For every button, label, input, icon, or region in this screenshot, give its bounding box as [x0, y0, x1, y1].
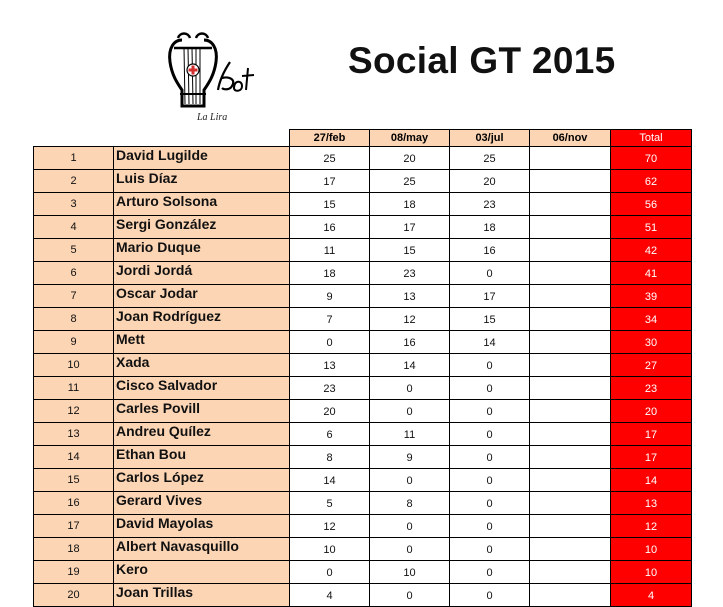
score-cell: 17 — [450, 285, 530, 308]
player-name-cell: Xada — [114, 354, 290, 377]
player-name-cell: Carles Povill — [114, 400, 290, 423]
score-cell: 4 — [290, 584, 370, 607]
score-cell — [530, 308, 611, 331]
header-blank-cell — [34, 130, 114, 147]
score-cell — [530, 262, 611, 285]
player-name-cell: Carlos López — [114, 469, 290, 492]
table-row — [34, 170, 692, 193]
score-cell: 25 — [370, 170, 450, 193]
score-cell: 10 — [370, 561, 450, 584]
score-cell: 0 — [450, 584, 530, 607]
total-cell: 41 — [611, 262, 692, 285]
score-cell: 14 — [450, 331, 530, 354]
score-cell: 0 — [450, 446, 530, 469]
score-cell — [530, 170, 611, 193]
score-cell: 16 — [290, 216, 370, 239]
total-cell: 39 — [611, 285, 692, 308]
score-cell: 5 — [290, 492, 370, 515]
player-name-cell: David Lugilde — [114, 147, 290, 170]
table-row — [34, 377, 692, 400]
player-name-cell: Kero — [114, 561, 290, 584]
position-cell: 9 — [34, 331, 114, 354]
header-blank-cell — [114, 130, 290, 147]
score-cell: 17 — [290, 170, 370, 193]
total-cell: 42 — [611, 239, 692, 262]
score-cell: 20 — [290, 400, 370, 423]
total-cell: 4 — [611, 584, 692, 607]
score-cell: 23 — [290, 377, 370, 400]
table-row — [34, 147, 692, 170]
score-cell: 13 — [290, 354, 370, 377]
total-cell: 30 — [611, 331, 692, 354]
score-cell: 18 — [370, 193, 450, 216]
player-name-cell: Gerard Vives — [114, 492, 290, 515]
position-cell: 1 — [34, 147, 114, 170]
score-cell — [530, 216, 611, 239]
score-cell — [530, 538, 611, 561]
score-cell: 9 — [370, 446, 450, 469]
position-cell: 17 — [34, 515, 114, 538]
score-cell: 10 — [290, 538, 370, 561]
position-cell: 16 — [34, 492, 114, 515]
table-row — [34, 561, 692, 584]
total-cell: 10 — [611, 561, 692, 584]
total-cell: 20 — [611, 400, 692, 423]
total-cell: 17 — [611, 423, 692, 446]
column-header-date: 08/may — [370, 130, 450, 147]
total-cell: 70 — [611, 147, 692, 170]
player-name-cell: Cisco Salvador — [114, 377, 290, 400]
position-cell: 6 — [34, 262, 114, 285]
table-row — [34, 308, 692, 331]
table-row — [34, 331, 692, 354]
score-cell: 0 — [450, 561, 530, 584]
table-row — [34, 262, 692, 285]
player-name-cell: Luis Díaz — [114, 170, 290, 193]
score-cell: 11 — [370, 423, 450, 446]
score-cell: 20 — [450, 170, 530, 193]
score-cell — [530, 285, 611, 308]
score-cell: 0 — [450, 377, 530, 400]
position-cell: 12 — [34, 400, 114, 423]
position-cell: 18 — [34, 538, 114, 561]
score-cell: 0 — [450, 469, 530, 492]
score-cell: 25 — [450, 147, 530, 170]
total-cell: 51 — [611, 216, 692, 239]
position-cell: 15 — [34, 469, 114, 492]
score-cell: 8 — [290, 446, 370, 469]
score-cell: 16 — [370, 331, 450, 354]
score-cell: 0 — [370, 400, 450, 423]
position-cell: 4 — [34, 216, 114, 239]
position-cell: 7 — [34, 285, 114, 308]
score-cell: 0 — [370, 377, 450, 400]
table-row — [34, 354, 692, 377]
score-cell: 0 — [290, 561, 370, 584]
score-cell — [530, 469, 611, 492]
column-header-total: Total — [611, 130, 692, 147]
score-cell — [530, 147, 611, 170]
score-cell: 20 — [370, 147, 450, 170]
score-cell: 0 — [370, 584, 450, 607]
score-cell: 16 — [450, 239, 530, 262]
table-row — [34, 193, 692, 216]
score-cell: 0 — [450, 492, 530, 515]
player-name-cell: Joan Rodríguez — [114, 308, 290, 331]
score-cell: 15 — [290, 193, 370, 216]
table-row — [34, 584, 692, 607]
total-cell: 62 — [611, 170, 692, 193]
logo-caption: La Lira — [197, 112, 228, 123]
position-cell: 3 — [34, 193, 114, 216]
player-name-cell: Jordi Jordá — [114, 262, 290, 285]
total-cell: 23 — [611, 377, 692, 400]
position-cell: 20 — [34, 584, 114, 607]
score-cell: 0 — [370, 469, 450, 492]
score-cell: 0 — [450, 262, 530, 285]
score-cell — [530, 377, 611, 400]
score-cell: 17 — [370, 216, 450, 239]
table-row — [34, 285, 692, 308]
score-cell: 25 — [290, 147, 370, 170]
score-cell: 8 — [370, 492, 450, 515]
position-cell: 14 — [34, 446, 114, 469]
table-row — [34, 492, 692, 515]
total-cell: 27 — [611, 354, 692, 377]
table-row — [34, 469, 692, 492]
score-cell: 0 — [450, 423, 530, 446]
score-cell: 12 — [290, 515, 370, 538]
score-cell: 15 — [450, 308, 530, 331]
total-cell: 12 — [611, 515, 692, 538]
score-cell: 0 — [450, 538, 530, 561]
score-cell: 13 — [370, 285, 450, 308]
position-cell: 2 — [34, 170, 114, 193]
score-cell: 6 — [290, 423, 370, 446]
score-cell: 0 — [450, 354, 530, 377]
table-row — [34, 515, 692, 538]
score-cell: 15 — [370, 239, 450, 262]
total-cell: 56 — [611, 193, 692, 216]
score-cell — [530, 423, 611, 446]
score-cell: 0 — [370, 538, 450, 561]
position-cell: 10 — [34, 354, 114, 377]
score-cell — [530, 354, 611, 377]
score-cell: 0 — [450, 400, 530, 423]
score-cell — [530, 561, 611, 584]
score-cell: 0 — [370, 515, 450, 538]
page-title: Social GT 2015 — [348, 40, 616, 81]
player-name-cell: Arturo Solsona — [114, 193, 290, 216]
score-cell — [530, 193, 611, 216]
player-name-cell: Andreu Quílez — [114, 423, 290, 446]
score-cell: 12 — [370, 308, 450, 331]
score-cell — [530, 400, 611, 423]
total-cell: 14 — [611, 469, 692, 492]
score-cell: 9 — [290, 285, 370, 308]
position-cell: 19 — [34, 561, 114, 584]
column-header-date: 27/feb — [290, 130, 370, 147]
score-cell: 18 — [290, 262, 370, 285]
total-cell: 10 — [611, 538, 692, 561]
position-cell: 5 — [34, 239, 114, 262]
score-cell — [530, 239, 611, 262]
position-cell: 8 — [34, 308, 114, 331]
score-cell — [530, 492, 611, 515]
score-cell: 0 — [290, 331, 370, 354]
total-cell: 34 — [611, 308, 692, 331]
table-row — [34, 239, 692, 262]
position-cell: 13 — [34, 423, 114, 446]
player-name-cell: Joan Trillas — [114, 584, 290, 607]
total-cell: 17 — [611, 446, 692, 469]
score-cell — [530, 515, 611, 538]
score-cell — [530, 584, 611, 607]
position-cell: 11 — [34, 377, 114, 400]
player-name-cell: Ethan Bou — [114, 446, 290, 469]
table-row — [34, 538, 692, 561]
score-cell: 14 — [370, 354, 450, 377]
column-header-date: 03/jul — [450, 130, 530, 147]
column-header-date: 06/nov — [530, 130, 611, 147]
player-name-cell: Sergi González — [114, 216, 290, 239]
score-cell: 23 — [370, 262, 450, 285]
player-name-cell: Mett — [114, 331, 290, 354]
table-row — [34, 446, 692, 469]
player-name-cell: Mario Duque — [114, 239, 290, 262]
player-name-cell: David Mayolas — [114, 515, 290, 538]
total-cell: 13 — [611, 492, 692, 515]
score-cell: 7 — [290, 308, 370, 331]
score-cell: 23 — [450, 193, 530, 216]
score-cell: 18 — [450, 216, 530, 239]
player-name-cell: Albert Navasquillo — [114, 538, 290, 561]
score-cell: 11 — [290, 239, 370, 262]
score-cell — [530, 446, 611, 469]
score-cell: 14 — [290, 469, 370, 492]
header-row — [34, 130, 692, 147]
table-row — [34, 423, 692, 446]
player-name-cell: Oscar Jodar — [114, 285, 290, 308]
score-cell — [530, 331, 611, 354]
standings-table — [33, 129, 692, 607]
table-row — [34, 216, 692, 239]
table-row — [34, 400, 692, 423]
score-cell: 0 — [450, 515, 530, 538]
